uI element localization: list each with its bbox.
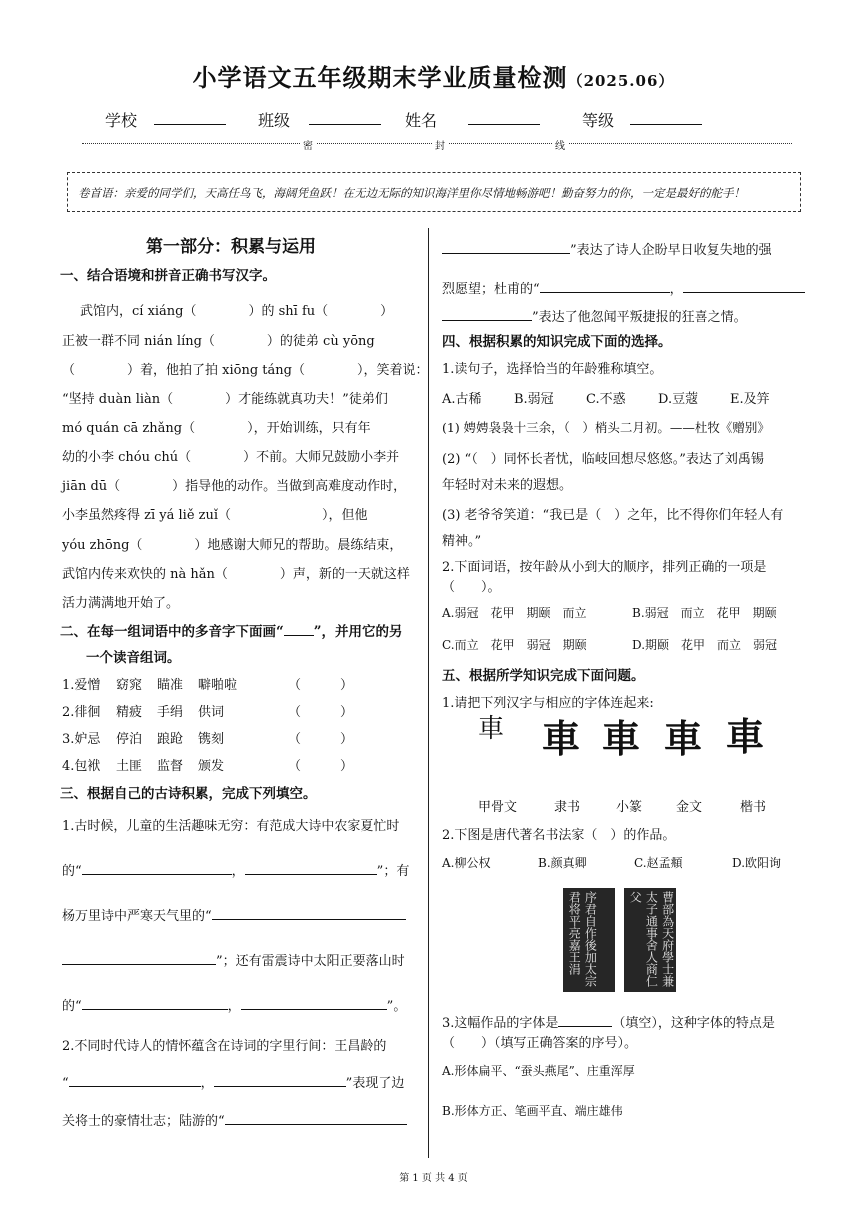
q1-line: 武馆内，cí xiáng（ ）的 shī fu（ ） [80,304,394,319]
r-line: ”表达了他忽闻平叛捷报的狂喜之情。 [442,306,747,325]
q1-line: （ ）着，他拍了拍 xiōng táng（ ），笑着说： [62,363,429,378]
q4-choice: A.弱冠 花甲 期颐 而立 [442,606,587,620]
q2-heading-cont: 一个读音组词。 [86,650,181,666]
q3-line: 1.古时候，儿童的生活趣味无穷：有范成大诗中农家夏忙时 [62,819,400,834]
q5-line: 3.这幅作品的字体是 （填空），这种字体的特点是 [442,1016,775,1031]
q4-line: (3) 老爷爷笑道：“我已是（ ）之年，比不得你们年轻人有 [442,508,784,523]
school-field[interactable] [154,110,226,125]
q1-line: “坚持 duàn liàn（ ）才能练就真功夫！”徒弟们 [62,392,388,407]
notice-box [67,172,801,212]
author-option: D.欧阳询 [732,856,782,870]
r-line: ”表达了诗人企盼早日收复失地的强 [442,239,772,258]
q3-line: 的“ ， ”；有 [62,864,410,879]
seal-char: 线 [552,137,568,152]
glyph-seal[interactable]: 車 [542,716,581,761]
q1-line: 小李虽然疼得 zī yá liě zuǐ（ ），但他 [62,508,368,523]
q4-choice: D.期颐 花甲 而立 弱冠 [632,638,778,652]
q1-line: jiān dū（ ）指导他的动作。当做到高难度动作时， [62,479,407,494]
q3-line: 关将士的豪情壮志；陆游的“ [62,1110,407,1129]
font-label[interactable]: 楷书 [740,800,767,815]
q1-heading: 一、结合语境和拼音正确书写汉字。 [60,268,276,284]
calligraphy-left: 序君自作後加太宗君将平亮嘉王涓 [563,888,615,992]
q4-line: 2.下面词语，按年龄从小到大的顺序，排列正确的一项是 [442,560,767,575]
grade-field[interactable] [630,110,702,125]
class-field[interactable] [309,110,381,125]
q3-line: 2.不同时代诗人的情怀蕴含在诗词的字里行间：王昌龄的 [62,1039,387,1054]
q4-line: (2) “（ ）同怀长者忧，临岐回想尽悠悠。”表达了刘禹锡 [442,452,764,467]
q3-line: “ ， ”表现了边 [62,1076,405,1091]
q1-line: 活力满满地开始了。 [62,596,180,611]
q1-line: mó quán cā zhǎng（ ），开始训练，只有年 [62,421,371,436]
seal-char: 密 [300,137,316,152]
q4-choice: B.弱冠 而立 花甲 期颐 [632,606,777,620]
q2-heading: 二、在每一组词语中的多音字下面画“ ”，并用它的另 [60,624,403,640]
notice-text: 卷首语：亲爱的同学们，天高任鸟飞，海阔凭鱼跃！在无边无际的知识海洋里你尽情地畅游吧！勤奋努力的你，一定是最好的舵手！ [78,186,745,200]
glyph-clerical[interactable]: 車 [602,716,641,761]
q5-sub: 2.下图是唐代著名书法家（ ）的作品。 [442,828,676,843]
calligraphy-right: 曹部為天府學士兼太子通事舍人商仁父 [624,888,676,992]
author-option: C.赵孟頫 [634,856,683,870]
q3-line: 的“ ， ”。 [62,999,407,1014]
class-label: 班级 [258,111,291,130]
q3-heading: 三、根据自己的古诗积累，完成下列填空。 [60,786,317,802]
author-option: A.柳公权 [442,856,491,870]
glyph-oracle[interactable]: 車 [478,714,501,744]
r-line: 烈愿望；杜甫的“ ， [442,278,805,297]
q5-line: （ ）（填写正确答案的序号）。 [442,1036,638,1051]
q3-line: 杨万里诗中严寒天气里的“ [62,905,406,924]
q5-option: A.形体扁平、“蚕头燕尾”、庄重浑厚 [442,1064,635,1078]
q4-sub: 1.读句子，选择恰当的年龄雅称填空。 [442,362,663,377]
glyph-regular[interactable]: 車 [664,716,703,761]
font-label[interactable]: 隶书 [554,800,581,815]
seal-char: 封 [432,137,448,152]
name-field[interactable] [468,110,540,125]
q4-heading: 四、根据积累的知识完成下面的选择。 [442,334,672,350]
name-label: 姓名 [405,111,438,130]
q5-heading: 五、根据所学知识完成下面问题。 [442,668,645,684]
q4-line[interactable]: （ ）。 [442,580,501,595]
q4-line: (1) 娉娉袅袅十三余，（ ）梢头二月初。——杜牧《赠别》 [442,420,770,435]
q1-line: yóu zhōng（ ）地感谢大师兄的帮助。晨练结束， [62,538,403,553]
q1-line: 武馆内传来欢快的 nà hǎn（ ）声，新的一天就这样 [62,567,410,582]
font-label[interactable]: 小篆 [616,800,643,815]
page-number: 第 1 页 共 4 页 [399,1173,468,1184]
q4-line: 精神。” [442,534,482,549]
q5-option: B.形体方正、笔画平直、端庄雄伟 [442,1104,623,1118]
q5-sub: 1.请把下列汉字与相应的字体连起来: [442,696,654,711]
q4-choice: C.而立 花甲 弱冠 期颐 [442,638,587,652]
font-label[interactable]: 金文 [676,800,703,815]
font-label[interactable]: 甲骨文 [478,800,518,815]
q3-line: ”；还有雷震诗中太阳正要落山时 [62,950,405,969]
q1-line: 正被一群不同 nián líng（ ）的徒弟 cù yōng [62,334,375,349]
q1-line: 幼的小李 chóu chú（ ）不前。大师兄鼓励小李并 [62,450,400,465]
glyph-bronze[interactable]: 車 [726,715,765,759]
school-label: 学校 [105,111,138,130]
q4-line: 年轻时对未来的遐想。 [442,478,573,493]
page-title: 小学语文五年级期末学业质量检测（2025.06） [192,63,675,92]
part-title: 第一部分：积累与运用 [146,237,316,257]
author-option: B.颜真卿 [538,856,587,870]
grade-label: 等级 [582,111,615,130]
